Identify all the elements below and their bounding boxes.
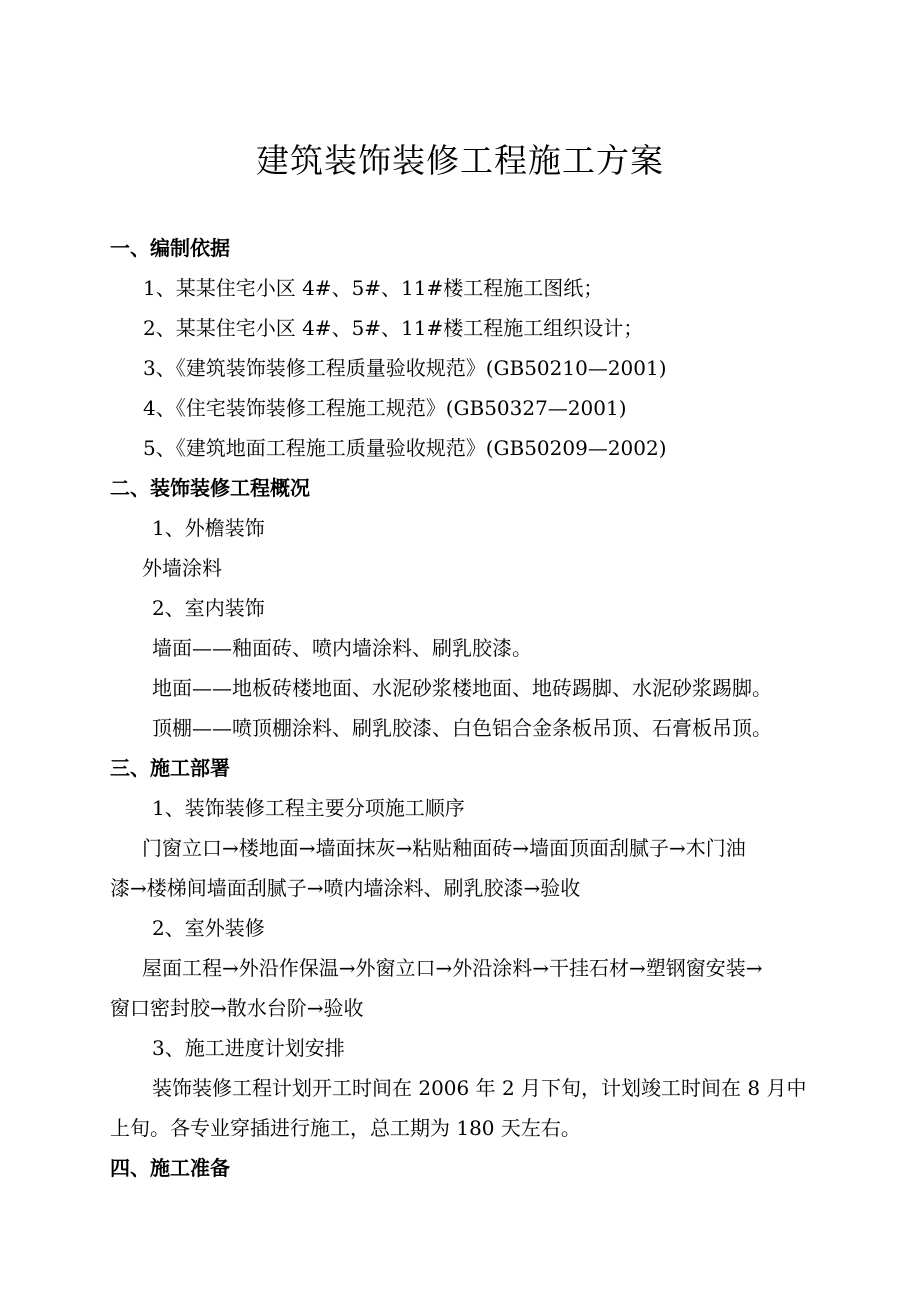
interior-floor: 地面——地板砖楼地面、水泥砂浆楼地面、地砖踢脚、水泥砂浆踢脚。 xyxy=(152,676,772,700)
subheading-order: 1、装饰装修工程主要分项施工顺序 xyxy=(152,796,465,820)
subheading-outdoor: 2、室外装修 xyxy=(152,916,265,940)
exterior-text: 外墙涂料 xyxy=(142,556,222,580)
outdoor-paragraph-line: 窗口密封胶→散水台阶→验收 xyxy=(110,996,364,1020)
schedule-paragraph-line: 上旬。各专业穿插进行施工，总工期为 180 天左右。 xyxy=(110,1116,581,1140)
order-paragraph-line: 漆→楼梯间墙面刮腻子→喷内墙涂料、刷乳胶漆→验收 xyxy=(110,876,581,900)
order-paragraph-line: 门窗立口→楼地面→墙面抹灰→粘贴釉面砖→墙面顶面刮腻子→木门油 xyxy=(142,836,746,860)
subheading-interior: 2、室内装饰 xyxy=(152,596,265,620)
basis-item: 4、《住宅装饰装修工程施工规范》(GB50327—2001) xyxy=(143,396,627,420)
basis-item: 1、某某住宅小区 4#、5#、11#楼工程施工图纸； xyxy=(143,276,604,300)
basis-item: 3、《建筑装饰装修工程质量验收规范》(GB50210—2001) xyxy=(143,356,667,380)
outdoor-paragraph-line: 屋面工程→外沿作保温→外窗立口→外沿涂料→干挂石材→塑钢窗安装→ xyxy=(142,956,763,980)
basis-item: 5、《建筑地面工程施工质量验收规范》(GB50209—2002) xyxy=(143,436,667,460)
page-title: 建筑装饰装修工程施工方案 xyxy=(256,141,664,180)
section-heading-preparation: 四、施工准备 xyxy=(110,1156,230,1180)
document-body xyxy=(110,228,840,1188)
basis-item: 2、某某住宅小区 4#、5#、11#楼工程施工组织设计； xyxy=(143,316,644,340)
subheading-exterior: 1、外檐装饰 xyxy=(152,516,265,540)
schedule-paragraph-line: 装饰装修工程计划开工时间在 2006 年 2 月下旬，计划竣工时间在 8 月中 xyxy=(152,1076,807,1100)
interior-wall: 墙面——釉面砖、喷内墙涂料、刷乳胶漆。 xyxy=(152,636,532,660)
section-heading-overview: 二、装饰装修工程概况 xyxy=(110,476,310,500)
interior-ceiling: 顶棚——喷顶棚涂料、刷乳胶漆、白色铝合金条板吊顶、石膏板吊顶。 xyxy=(152,716,772,740)
section-heading-basis: 一、编制依据 xyxy=(110,236,230,260)
subheading-schedule: 3、施工进度计划安排 xyxy=(152,1036,345,1060)
section-heading-deployment: 三、施工部署 xyxy=(110,756,230,780)
